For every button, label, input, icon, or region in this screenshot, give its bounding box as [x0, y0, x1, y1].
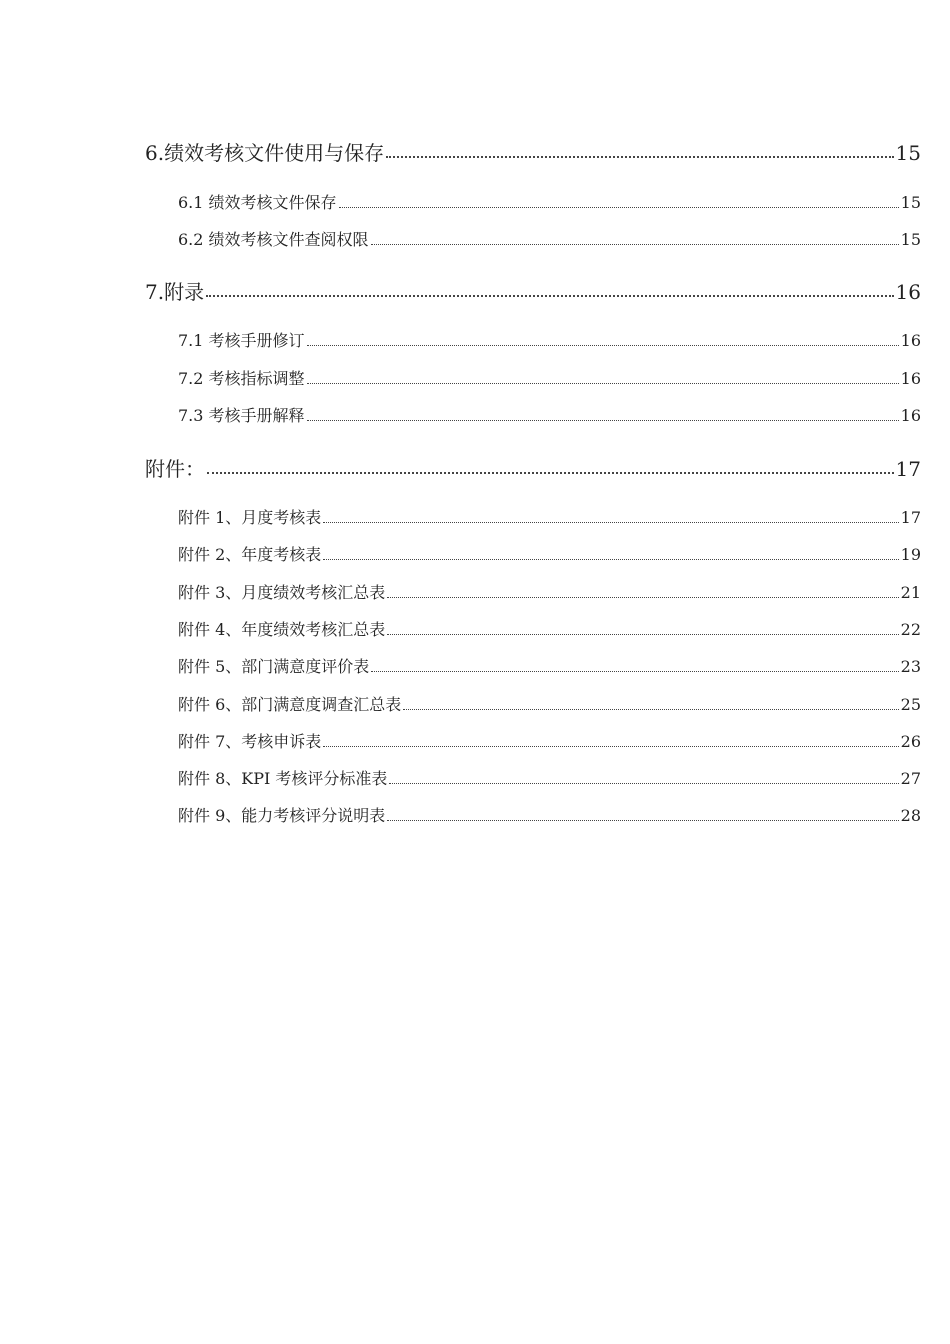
toc-entry-attachment-9[interactable]: [178, 803, 921, 827]
toc-entry-attachment-5[interactable]: [178, 654, 921, 678]
toc-dot-leader: [307, 383, 899, 384]
toc-entry-title: 7.2 考核指标调整: [178, 369, 305, 388]
toc-entry-page: 15: [895, 141, 921, 165]
toc-dot-leader: [387, 820, 898, 821]
toc-entry-page: 27: [900, 769, 921, 788]
toc-entry-page: 22: [900, 620, 921, 639]
toc-dot-leader: [339, 207, 899, 208]
toc-entry-page: 25: [900, 695, 921, 714]
toc-entry-title: 7.附录: [145, 280, 205, 304]
toc-entry-page: 28: [900, 806, 921, 825]
toc-entry-7-1[interactable]: [178, 328, 921, 352]
toc-entry-page: 19: [900, 545, 921, 564]
toc-dot-leader: [403, 709, 898, 710]
toc-entry-title: 附件 5、部门满意度评价表: [178, 657, 370, 676]
toc-entry-page: 17: [895, 457, 921, 481]
toc-dot-leader: [307, 420, 899, 421]
toc-entry-title: 6.绩效考核文件使用与保存: [145, 141, 385, 165]
toc-dot-leader: [387, 634, 898, 635]
toc-entry-6-1[interactable]: [178, 190, 921, 214]
toc-dot-leader: [323, 746, 898, 747]
toc-dot-leader: [387, 597, 898, 598]
toc-entry-attachment-2[interactable]: [178, 542, 921, 566]
toc-dot-leader: [371, 244, 899, 245]
toc-entry-title: 附件 3、月度绩效考核汇总表: [178, 583, 386, 602]
toc-dot-leader: [371, 671, 898, 672]
toc-entry-title: 附件 1、月度考核表: [178, 508, 322, 527]
toc-entry-attachment-4[interactable]: [178, 617, 921, 641]
toc-dot-leader: [307, 345, 899, 346]
toc-entry-page: 16: [900, 369, 921, 388]
toc-entry-title: 附件 8、KPI 考核评分标准表: [178, 769, 388, 788]
toc-entry-title: 6.2 绩效考核文件查阅权限: [178, 230, 369, 249]
toc-entry-page: 21: [900, 583, 921, 602]
toc-dot-leader: [323, 522, 898, 523]
toc-entry-attachment-3[interactable]: [178, 580, 921, 604]
toc-entry-attachment-8[interactable]: [178, 766, 921, 790]
toc-entry-attachment-7[interactable]: [178, 729, 921, 753]
toc-entry-title: 附件 2、年度考核表: [178, 545, 322, 564]
toc-entry-appendix[interactable]: [145, 453, 921, 481]
toc-entry-attachment-6[interactable]: [178, 692, 921, 716]
toc-entry-title: 附件：: [145, 457, 205, 481]
toc-entry-attachment-1[interactable]: [178, 505, 921, 529]
toc-dot-leader: [389, 783, 898, 784]
toc-entry-7-2[interactable]: [178, 366, 921, 390]
toc-entry-title: 6.1 绩效考核文件保存: [178, 193, 337, 212]
toc-entry-title: 附件 6、部门满意度调查汇总表: [178, 695, 402, 714]
toc-dot-leader: [206, 295, 893, 297]
toc-dot-leader: [386, 156, 893, 158]
toc-dot-leader: [207, 472, 894, 474]
toc-entry-title: 附件 4、年度绩效考核汇总表: [178, 620, 386, 639]
toc-entry-6[interactable]: [145, 137, 921, 165]
toc-entry-title: 附件 9、能力考核评分说明表: [178, 806, 386, 825]
toc-entry-page: 16: [895, 280, 921, 304]
toc-entry-page: 26: [900, 732, 921, 751]
toc-dot-leader: [323, 559, 898, 560]
toc-entry-6-2[interactable]: [178, 227, 921, 251]
toc-entry-page: 16: [900, 406, 921, 425]
toc-entry-title: 7.3 考核手册解释: [178, 406, 305, 425]
toc-entry-page: 16: [900, 331, 921, 350]
toc-entry-page: 15: [900, 193, 921, 212]
toc-entry-7[interactable]: [145, 276, 921, 304]
toc-entry-title: 7.1 考核手册修订: [178, 331, 305, 350]
toc-entry-page: 15: [900, 230, 921, 249]
toc-entry-title: 附件 7、考核申诉表: [178, 732, 322, 751]
toc-entry-page: 17: [900, 508, 921, 527]
toc-entry-7-3[interactable]: [178, 403, 921, 427]
toc-entry-page: 23: [900, 657, 921, 676]
